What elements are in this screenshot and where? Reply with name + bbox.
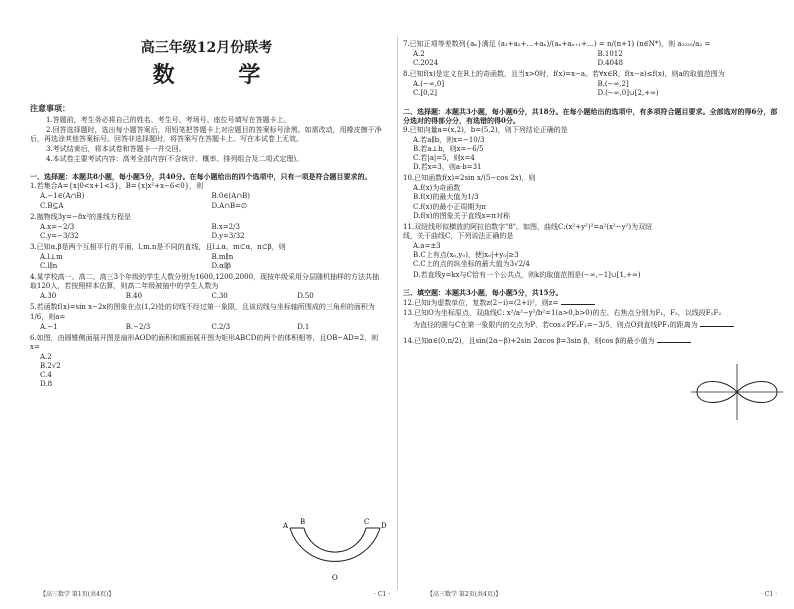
question-3-options [40, 253, 383, 271]
option: D.若x=3，则a·b=31 [413, 163, 482, 172]
option: C.30 [211, 292, 228, 301]
answer-blank [700, 320, 734, 327]
question-5: 5.若函数f(x)=sin x−2x的图象在点(1,2)处的切线不经过第一象限，且该切线与坐标轴所围成的三角形的面积为1/6，则a= [30, 303, 375, 321]
option: C.2024 [413, 59, 439, 68]
option: D.若直线y=kx与C恰有一个公共点，则k的取值范围是(−∞,−1]∪[1,+∞) [413, 271, 641, 280]
question-14-text: 14.已知α∈(0,π/2)，且sin(2α−β)+2sin 2αcos β=3sin β，则cos β的最小值为 [403, 336, 655, 345]
question-5-options [40, 323, 383, 332]
question-13-text: 为直径的圆与C在第一象限内的交点为P，若cos∠PF₂F₁=−3/5，则点O到直线PF₁的距离为 [413, 320, 698, 329]
question-11: 11.双纽线形似横放的阿拉伯数字"8"。如图，曲线C:(x²+y²)²=a²(x²−y²)为双纽线，关于曲线C，下列说法正确的是 [403, 222, 653, 240]
option: A.−1 [40, 322, 58, 331]
notice-item: 4.本试卷主要考试内容：高考全部内容(不含统计、概率、排列组合及二项式定理)。 [46, 155, 304, 164]
question-8: 8.已知f(x)是定义在R上的奇函数，且当x>0时，f(x)=x−a。若∀x∈R，f(x−a)≤f(x)，则a的取值范围为 [403, 70, 725, 79]
option: C.4 [40, 371, 52, 380]
option: B.若a⊥b，则x=−6/5 [413, 144, 484, 153]
option: A.若a∥b，则x=−10/3 [413, 135, 485, 144]
footer-page-label: 【高三数学 第2页(共4页)】 [427, 591, 502, 599]
question-6-options [40, 353, 240, 389]
page-footer [40, 591, 390, 599]
option: B.f(x)的最大值为1/3 [413, 193, 479, 202]
section-heading: 三、填空题：本题共3小题，每小题5分，共15分。 [403, 288, 563, 298]
question-13a: 13.已知O为坐标原点，双曲线C: x²/a²−y²/b²=1(a>0,b>0)的左、右焦点分别为F₁，F₂，以线段F₁F₂ [403, 309, 722, 318]
question-7: 7.已知正项等差数列{aₙ}满足 (a₁+a₂+…+aₙ)/(aₙ+aₙ₊₁+…) = n/(n+1) (n∈N*)，则 a₂₀₂₅/a₂ = [403, 40, 711, 48]
option: A.l⊥m [40, 253, 63, 261]
question-9: 9.已知向量a=(x,2)，b=(5,2)，则下列结论正确的是 [403, 125, 568, 134]
question-10-options [413, 184, 782, 220]
option: B.(−∞,2] [597, 80, 629, 89]
question-12 [403, 298, 782, 308]
footer-page-label: 【高三数学 第1页(共4页)】 [40, 591, 115, 599]
question-6: 6.如图，由圆锥侧面展开图是扇形AOD的面积和圆面展开图为矩形ABCD的两个的体积相等，且OB−AD=2，则x= [30, 333, 379, 351]
question-12-text: 12.已知i为虚数单位，复数z(2−i)=(2+i)²，则z= [403, 299, 559, 308]
fig-label-a: A [283, 522, 289, 530]
option: C.[0,2] [413, 89, 437, 98]
fig-label-o: O [332, 574, 338, 582]
question-7-options [413, 50, 782, 68]
question-2-options [40, 223, 383, 241]
question-10: 10.已知函数f(x)=2sin x/(5−cos 2x)，则 [403, 174, 536, 183]
option: A.a=±3 [413, 241, 441, 250]
option: D.y=3/32 [211, 231, 245, 240]
page-right [397, 0, 794, 609]
question-3: 3.已知α,β是两个互相平行的平面，l,m,n是不同的直线，且l⊥α，m⊂α，n⊂β，则 [30, 242, 286, 251]
option: D.50 [297, 292, 314, 301]
footer-code: · C1 · [373, 591, 390, 599]
option: B.2√2 [40, 362, 61, 371]
notice-title: 注意事项： [30, 103, 70, 114]
question-11-block [403, 223, 653, 269]
option: C.C上的点的纵坐标的最大值为3√2/4 [413, 260, 530, 269]
option: D.f(x)的图象关于直线x=π对称 [413, 211, 511, 220]
option: B.1012 [597, 50, 623, 59]
option: A.2 [413, 50, 425, 59]
sector-figure [280, 508, 390, 583]
question-11-options [413, 242, 653, 269]
fig-label-c: C [364, 518, 370, 526]
option: B.40 [125, 292, 143, 301]
fig-label-b: B [300, 518, 306, 526]
option: D.1 [297, 322, 310, 331]
option: C.2/3 [211, 322, 231, 331]
question-11-option-d [413, 271, 782, 280]
question-13 [413, 320, 782, 330]
option: B.−2/3 [125, 322, 151, 331]
answer-blank [561, 298, 595, 305]
option: C.B⊆A [40, 201, 64, 210]
option: B.x=2/3 [211, 222, 240, 231]
answer-blank [657, 336, 691, 343]
exam-title: 高三年级12月份联考 [140, 40, 273, 56]
question-4-options [40, 292, 383, 301]
question-14 [403, 336, 782, 346]
option: A.x=−2/3 [40, 222, 75, 231]
option: A.f(x)为奇函数 [413, 184, 461, 193]
question-2: 2.抛物线3y=−8x²的准线方程是 [30, 212, 132, 221]
option: B.C上有点(x₀,y₀)，使|x₀|+y₀|≥3 [413, 250, 519, 259]
option: A.−1∈(A∩B) [40, 192, 85, 201]
option: D.8 [40, 380, 53, 389]
notice-item: 1.答题前，考生务必将自己的姓名、考生号、考场号、座位号填写在答题卡上。 [46, 115, 291, 124]
exam-subject: 数 学 [152, 61, 289, 88]
notice-item: 3.考试结束后，将本试卷和答题卡一并交回。 [46, 145, 186, 154]
option: A.30 [40, 292, 57, 301]
option: C.f(x)的最小正周期为π [413, 202, 486, 211]
option: A.(−∞,0] [413, 80, 445, 89]
page-footer [427, 591, 777, 599]
section-heading: 二、选择题：本题共3小题，每小题6分，共18分。在每小题给出的选项中，有多项符合题目要求。全部选对的得6分，部分选对的得部分分，有选错的得0分。 [403, 106, 778, 125]
question-1-options [40, 192, 383, 210]
question-8-options [413, 80, 782, 98]
question-1: 1.若集合A={x|0<x+1<3}，B={x|x²+x−6<0}，则 [30, 182, 204, 191]
question-4: 4.某学校高一、高二、高三3个年级的学生人数分别为1600,1200,2000，现按年级采用分层随机抽样的方法共抽取120人，若按照样本估算，则高二年级被抽中的学生人数为 [30, 273, 380, 291]
option: D.4048 [597, 59, 623, 68]
question-9-options [413, 136, 782, 172]
footer-code: · C1 · [760, 591, 777, 599]
option: D.A∩B=∅ [211, 201, 248, 210]
option: D.(−∞,0]∪[2,+∞) [597, 89, 659, 98]
notice-item: 2.回答选择题时，选出每小题答案后，用铅笔把答题卡上对应题目的答案标号涂黑。如需改动，用橡皮擦干净后，再选涂其他答案标号。回答非选择题时，将答案写在答题卡上。写在本试卷上无效。 [30, 125, 382, 143]
option: C.y=−3/32 [40, 231, 79, 240]
option: C.若|a|=5，则x=4 [413, 154, 475, 163]
lemniscate-figure [687, 360, 787, 424]
option: B.m∥n [211, 253, 234, 261]
section-heading: 一、选择题：本题共8小题，每小题5分，共40分。在每小题给出的四个选项中，只有一项是符合题目要求的。 [30, 172, 372, 182]
fig-label-d: D [381, 522, 387, 530]
option: D.α∥β [211, 262, 232, 271]
option: A.2 [40, 352, 52, 361]
option: B.0∈(A∩B) [211, 192, 251, 201]
option: C.l∥n [40, 262, 58, 271]
